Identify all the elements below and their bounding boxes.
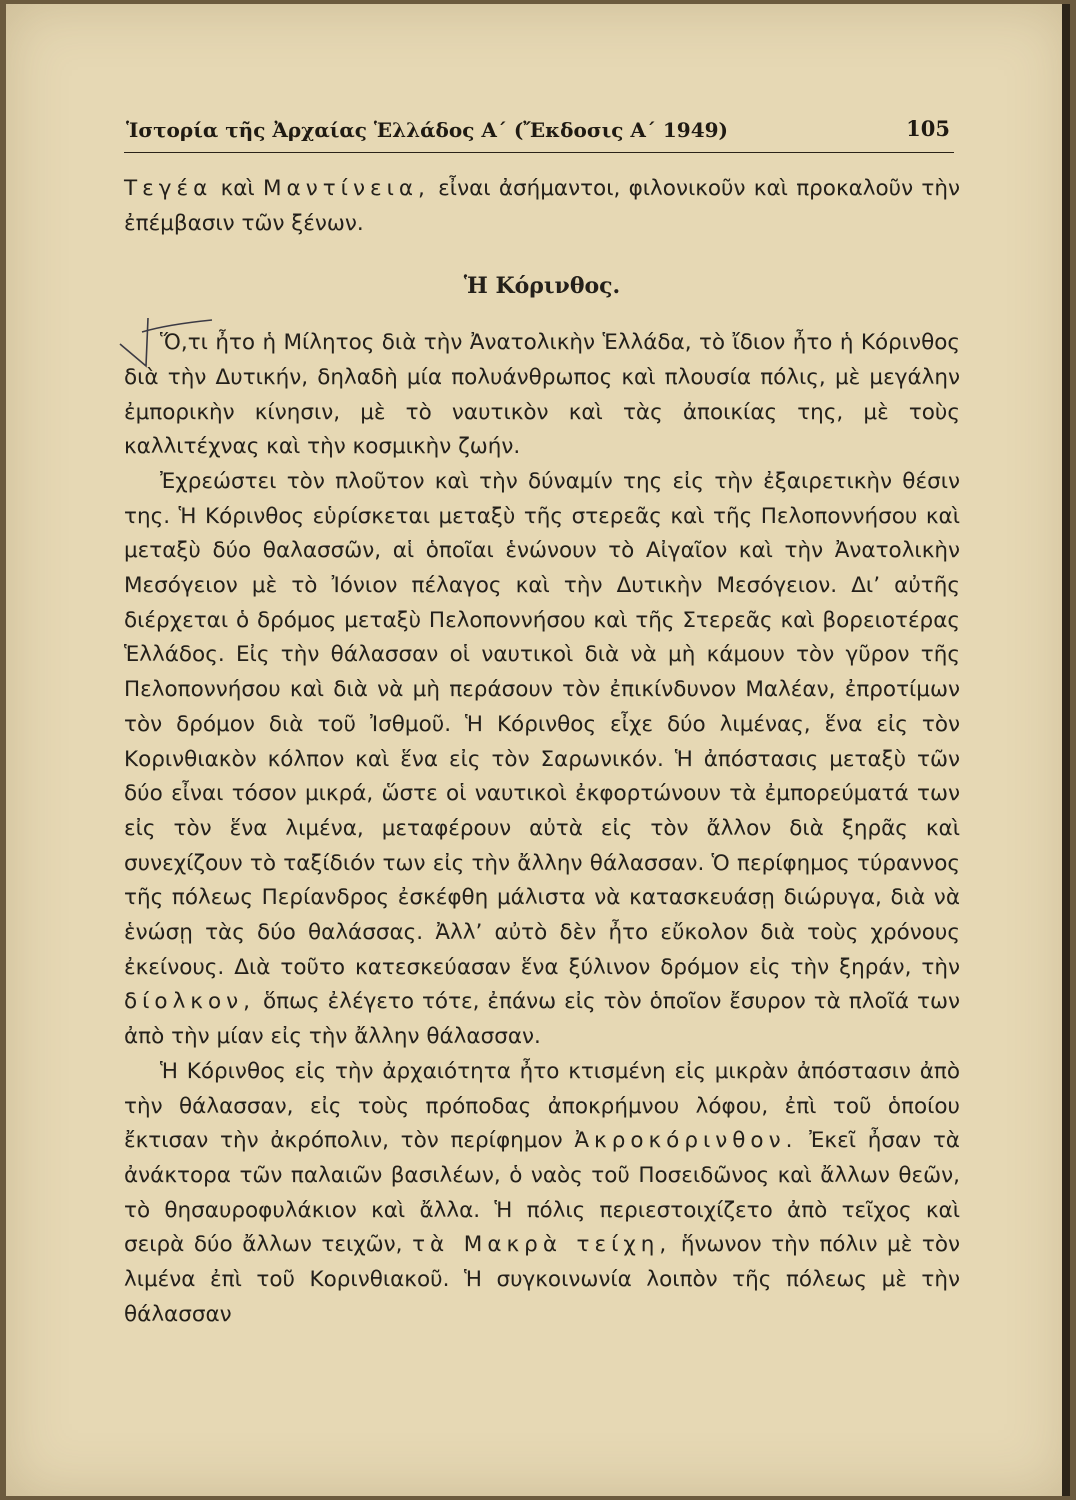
running-header	[124, 112, 954, 153]
page-number: 105	[906, 116, 950, 141]
body-text	[124, 172, 960, 1333]
book-page	[6, 4, 1070, 1496]
intro-text: εἶναι ἀσήμαντοι, φιλονικοῦν καὶ προκαλοῦν τὴν ἐπέμβασιν τῶν ξένων.	[124, 176, 960, 236]
paragraph-3-text-a: Ἡ Κόρινθος εἰς τὴν ἀρχαιότητα ἦτο κτισμένη εἰς μικρὰν ἀπόστασιν ἀπὸ τὴν θάλασσαν, εἰς τοὺς πρόποδας ἀποκρήμνου λόφου, ἐπὶ τοῦ ὁποίου ἔκτισαν τὴν ἀκρόπολιν, τὸν περίφημον	[124, 1058, 960, 1154]
paragraph-2-text-b: ὅπως ἐλέγετο τότε, ἐπάνω εἰς τὸν ὁποῖον ἔσυρον τὰ πλοῖά των ἀπὸ τὴν μίαν εἰς τὴν ἄλλην θάλασσαν.	[124, 989, 960, 1050]
term-makra-teichi: τὰ Μακρὰ τείχη,	[412, 1232, 672, 1258]
place-name-mantineia: Μαντίνεια,	[263, 176, 430, 201]
term-diolkos: δίολκον,	[124, 989, 255, 1015]
section-heading: Ἡ Κόρινθος.	[463, 273, 621, 300]
intro-paragraph	[124, 172, 960, 241]
conjunction: καὶ	[220, 176, 255, 201]
term-akrokorinthos: Ἀκροκόρινθον.	[574, 1128, 798, 1154]
place-name-tegea: Τεγέα	[124, 176, 213, 201]
page-edge	[1062, 4, 1070, 1496]
paragraph-3-text-c: ἥνωνον τὴν πόλιν μὲ τὸν λιμένα ἐπὶ τοῦ Κορινθιακοῦ. Ἡ συγκοινωνία λοιπὸν τῆς πόλεως μὲ τὴν θάλασσαν	[124, 1232, 960, 1327]
paragraph-1: Ὅ,τι ἦτο ἡ Μίλητος διὰ τὴν Ἀνατολικὴν Ἑλλάδα, τὸ ἴδιον ἦτο ἡ Κόρινθος διὰ τὴν Δυτικήν, δηλαδὴ μία πολυάνθρωπος καὶ πλουσία πόλις, μὲ μεγάλην ἐμπορικὴν κίνησιν, μὲ τὸ ναυτικὸν καὶ τὰς ἀποικίας της, μὲ τοὺς καλλιτέχνας καὶ τὴν κοσμικὴν ζωήν.	[124, 330, 960, 460]
paragraph-2-text-a: Ἐχρεώστει τὸν πλοῦτον καὶ τὴν δύναμίν της εἰς τὴν ἐξαιρετικὴν θέσιν της. Ἡ Κόρινθος εὑρίσκεται μεταξὺ τῆς στερεᾶς καὶ τῆς Πελοποννήσου καὶ μεταξὺ δύο θαλασσῶν, αἱ ὁποῖαι ἑνώνουν τὸ Αἰγαῖον καὶ τὴν Ἀνατολικὴν Μεσόγειον μὲ τὸ Ἰόνιον πέλαγος καὶ τὴν Δυτικὴν Μεσόγειον. Δι’ αὐτῆς διέρχεται ὁ δρόμος μεταξὺ Πελοποννήσου καὶ τῆς Στερεᾶς καὶ βορειοτέρας Ἑλλάδος. Εἰς τὴν θάλασσαν οἱ ναυτικοὶ διὰ νὰ μὴ κάμουν τὸν γῦρον τῆς Πελοποννήσου καὶ διὰ νὰ μὴ περάσουν τὸν ἐπικίνδυνον Μαλέαν, ἐπροτίμων τὸν δρόμον διὰ τοῦ Ἰσθμοῦ. Ἡ Κόρινθος εἶχε δύο λιμένας, ἕνα εἰς τὸν Κορινθιακὸν κόλπον καὶ ἕνα εἰς τὸν Σαρωνικόν. Ἡ ἀπόστασις μεταξὺ τῶν δύο εἶναι τόσον μικρά, ὥστε οἱ ναυτικοὶ ἐκφορτώνουν τὰ ἐμπορεύματά των εἰς τὸν ἕνα λιμένα, μεταφέρουν αὐτὰ εἰς τὸν ἄλλον διὰ ξηρᾶς καὶ συνεχίζουν τὸ ταξίδιόν των εἰς τὴν ἄλλην θάλασσαν. Ὁ περίφημος τύραννος τῆς πόλεως Περίανδρος ἐσκέφθη μάλιστα νὰ κατασκευάσῃ διώρυγα, διὰ νὰ ἑνώσῃ τὰς δύο θαλάσσας. Ἀλλ’ αὐτὸ δὲν ἦτο εὔκολον διὰ τοὺς χρόνους ἐκείνους. Διὰ τοῦτο κατεσκεύασαν ἕνα ξύλινον δρόμον εἰς τὴν ξηράν, τὴν	[124, 468, 960, 980]
paragraph-2	[124, 465, 960, 1055]
paragraph-3	[124, 1055, 960, 1333]
paragraph-3-text-b: Ἐκεῖ ἦσαν τὰ ἀνάκτορα τῶν παλαιῶν βασιλέων, ὁ ναὸς τοῦ Ποσειδῶνος καὶ ἄλλων θεῶν, τὸ θησαυροφυλάκιον καὶ ἄλλα. Ἡ πόλις περιεστοιχίζετο ἀπὸ τεῖχος καὶ σειρὰ δύο ἄλλων τειχῶν,	[124, 1128, 960, 1258]
header-title: Ἱστορία τῆς Ἀρχαίας Ἑλλάδος Α΄ (Ἔκδοσις Α΄ 1949)	[126, 118, 729, 142]
